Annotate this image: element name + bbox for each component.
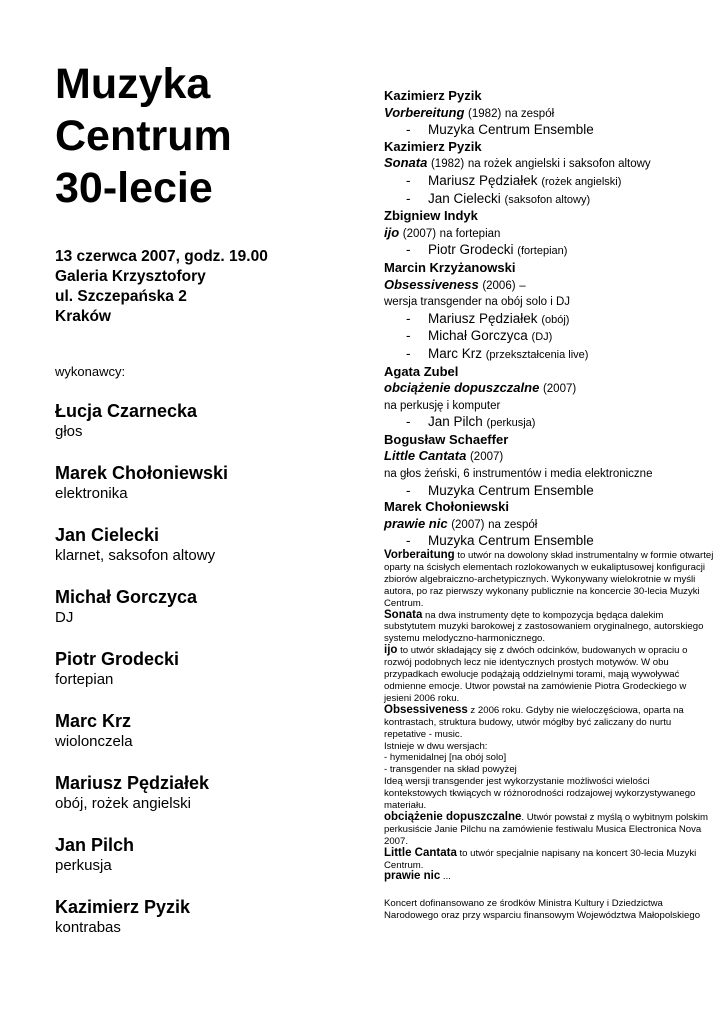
note-text: to utwór specjalnie napisany na koncert 30-lecia Muzyki Centrum. <box>384 847 697 871</box>
performer-role: elektronika <box>55 485 128 502</box>
bullet-dash: - <box>406 328 411 344</box>
work-line <box>384 155 714 173</box>
program-performer <box>384 242 714 260</box>
performer-name: Piotr Grodecki <box>55 649 180 669</box>
note-term: obciążenie dopuszczalne <box>384 810 522 823</box>
performer-role: głos <box>55 423 83 440</box>
performer-entry <box>55 710 133 752</box>
program-performer <box>384 191 714 209</box>
work-title: prawie nic <box>384 515 448 531</box>
program-notes <box>384 550 714 883</box>
note-text: - transgender na skład powyżej <box>384 764 517 776</box>
note-paragraph <box>384 848 714 872</box>
work-year: (2007) <box>469 451 504 464</box>
performer-name: Jan Pilch <box>55 835 135 855</box>
program-performer-role: (rożek angielski) <box>541 175 622 188</box>
bullet-dash: - <box>406 190 411 206</box>
program-performer-role: (obój) <box>541 313 570 326</box>
work-line <box>384 277 714 295</box>
performer-entry <box>55 834 134 876</box>
bullet-dash: - <box>406 310 411 326</box>
work-line <box>384 105 714 123</box>
composer-name: Bogusław Schaeffer <box>384 431 509 447</box>
performer-role: fortepian <box>55 671 114 688</box>
composer-name: Kazimierz Pyzik <box>384 138 482 154</box>
performer-name: Marc Krz <box>55 711 132 731</box>
title-line: 30-lecie <box>55 164 213 212</box>
note-paragraph <box>384 871 714 883</box>
note-term: ijo <box>384 644 398 657</box>
work-scoring: na perkusję i komputer <box>384 399 501 412</box>
note-text: to utwór składający się z dwóch odcinków, budowanych w opraciu o rozwój podobnych lecz nie identycznych prostych motywów. W obu przypadkach ewolucje podążają oddzielnymi torami, mają wywoływać odmienne emocje. Utwor powstał na zamówienie Piotra Grodeckiego w jesieni 2006 roku. <box>384 645 688 704</box>
bullet-dash: - <box>406 414 411 430</box>
performers-label: wykonawcy: <box>55 364 126 379</box>
performer-role: DJ <box>55 609 74 626</box>
program-performer-name: Muzyka Centrum Ensemble <box>428 533 594 549</box>
work-year: (1982) <box>468 107 502 120</box>
performer-entry <box>55 648 179 690</box>
note-term: Little Cantata <box>384 846 457 859</box>
note-text: Istnieje w dwu wersjach: <box>384 740 488 752</box>
program-performer <box>384 173 714 191</box>
bullet-dash: - <box>406 533 411 549</box>
work-year: (2007) <box>402 227 437 240</box>
work-description: na fortepian <box>439 227 501 240</box>
note-text: to utwór na dowolony skład instrumentalny w formie otwartej oparty na ścisłych elementach rozlokowanych w eukaliptusowej konfiguracji zbiorów algebraiczno-archetypicznych. Wykonywany wielokrotnie w myśli autora, po raz pierwszy wykonany publicznie na koncercie 30-lecia Muzyki Centrum. <box>384 550 714 609</box>
work-description: na rożek angielski i saksofon altowy <box>467 158 651 171</box>
work-line <box>384 380 714 398</box>
work-title: Obsessiveness <box>384 276 479 292</box>
work-year: (2007) <box>542 383 577 396</box>
work-description: na zespół <box>504 107 555 120</box>
note-paragraph <box>384 610 714 646</box>
work-line <box>384 448 714 466</box>
composer-name: Zbigniew Indyk <box>384 208 478 224</box>
note-text: ... <box>440 871 451 883</box>
note-paragraph <box>384 705 714 741</box>
bullet-dash: - <box>406 172 411 188</box>
program-performer <box>384 483 714 500</box>
funding-note: Koncert dofinansowano ze środków Ministra Kultury i Dziedzictwa Narodowego oraz przy wsparciu finansowym Województwa Małopolskiego <box>384 898 701 921</box>
performer-name: Mariusz Pędziałek <box>55 773 210 793</box>
program-performer-role: (DJ) <box>531 331 553 344</box>
performer-entry <box>55 400 197 442</box>
composer-name: Marcin Krzyżanowski <box>384 259 516 275</box>
bullet-dash: - <box>406 122 411 138</box>
program-performer <box>384 414 714 432</box>
note-paragraph <box>384 741 714 753</box>
work-title: Little Cantata <box>384 448 467 464</box>
note-text: - hymenidalnej [na obój solo] <box>384 752 507 764</box>
composer-name: Agata Zubel <box>384 363 459 379</box>
event-date: 13 czerwca 2007, godz. 19.00 <box>55 248 268 265</box>
event-city: Kraków <box>55 308 111 325</box>
performer-role: klarnet, saksofon altowy <box>55 547 216 564</box>
program-performer-name: Mariusz Pędziałek <box>428 310 538 326</box>
program-performer-name: Jan Pilch <box>428 414 483 430</box>
title-line: Muzyka <box>55 60 211 108</box>
work-description: – <box>519 279 526 292</box>
event-street: ul. Szczepańska 2 <box>55 288 187 305</box>
event-info <box>55 247 268 327</box>
note-text: z 2006 roku. Gdyby nie wieloczęściowa, oparta na kontrastach, struktura budowy, utwór mógłby być zaliczany do nurtu repetative - music. <box>384 704 684 740</box>
program-performer-name: Jan Cielecki <box>428 190 501 206</box>
bullet-dash: - <box>406 242 411 258</box>
performer-name: Michał Gorczyca <box>55 587 198 607</box>
program-performer-name: Michał Gorczyca <box>428 328 528 344</box>
program-performer-role: (saksofon altowy) <box>504 193 591 206</box>
note-paragraph <box>384 812 714 848</box>
work-title: ijo <box>384 224 400 240</box>
page-title <box>55 58 232 214</box>
note-text: . Utwór powstał z myślą o wybitnym polskim perkusiście Janie Pilchu na zamówienie festiwalu Musica Electronica Nova 2007. <box>384 811 708 847</box>
work-line <box>384 516 714 534</box>
note-term: Obsessiveness <box>384 703 468 716</box>
work-scoring: na głos żeński, 6 instrumentów i media elektroniczne <box>384 468 653 481</box>
work-title: obciążenie dopuszczalne <box>384 380 540 396</box>
work-title: Vorbereitung <box>384 104 465 120</box>
performer-name: Jan Cielecki <box>55 525 160 545</box>
performer-role: wiolonczela <box>55 733 133 750</box>
note-term: prawie nic <box>384 870 441 883</box>
performer-entry <box>55 524 215 566</box>
work-scoring: wersja transgender na obój solo i DJ <box>384 296 571 309</box>
performer-role: perkusja <box>55 857 112 874</box>
program-performer <box>384 122 714 139</box>
title-line: Centrum <box>55 112 232 160</box>
work-year: (1982) <box>430 158 465 171</box>
note-term: Vorberaitung <box>384 549 455 561</box>
composer-name: Kazimierz Pyzik <box>384 88 482 103</box>
performer-role: kontrabas <box>55 919 121 936</box>
work-year: (2006) <box>482 279 516 292</box>
program-performer-name: Marc Krz <box>428 345 482 361</box>
performer-role: obój, rożek angielski <box>55 795 191 812</box>
performer-entry <box>55 896 190 938</box>
performer-entry <box>55 772 209 814</box>
performer-name: Marek Chołoniewski <box>55 463 229 483</box>
program-performer <box>384 533 714 550</box>
program-list <box>384 88 714 550</box>
program-performer <box>384 311 714 329</box>
note-term: Sonata <box>384 608 423 621</box>
note-paragraph <box>384 645 714 705</box>
work-description: na zespół <box>488 518 538 531</box>
work-title: Sonata <box>384 155 428 171</box>
program-performer <box>384 328 714 346</box>
bullet-dash: - <box>406 345 411 361</box>
note-paragraph <box>384 752 714 764</box>
program-performer-name: Muzyka Centrum Ensemble <box>428 122 594 138</box>
note-paragraph <box>384 550 714 610</box>
performer-entry <box>55 586 197 628</box>
program-performer-role: (fortepian) <box>517 245 568 258</box>
performer-entry <box>55 462 228 504</box>
work-year: (2007) <box>451 518 485 531</box>
performer-name: Łucja Czarnecka <box>55 401 198 421</box>
program-performer-name: Piotr Grodecki <box>428 242 514 258</box>
program-performer-role: (perkusja) <box>486 417 536 430</box>
event-venue: Galeria Krzysztofory <box>55 268 206 285</box>
program-performer-name: Muzyka Centrum Ensemble <box>428 482 594 498</box>
composer-name: Marek Chołoniewski <box>384 499 509 515</box>
program-performer-role: (przekształcenia live) <box>485 348 589 361</box>
note-paragraph <box>384 776 714 812</box>
note-text: na dwa instrumenty dęte to kompozycja będąca dalekim substytutem muzyki barokowej z zastosowaniem oryginalnego, autorskiego systemu melodyczno-harmonicznego. <box>384 609 704 645</box>
program-performer <box>384 346 714 364</box>
work-line <box>384 225 714 243</box>
note-paragraph <box>384 764 714 776</box>
performer-name: Kazimierz Pyzik <box>55 897 191 917</box>
bullet-dash: - <box>406 482 411 498</box>
program-performer-name: Mariusz Pędziałek <box>428 172 538 188</box>
note-text: Ideą wersji transgender jest wykorzystanie możliwości wielości kontekstowych tkwiących w różnorodności rodzajowej wykorzystywanego materiału. <box>384 776 696 812</box>
